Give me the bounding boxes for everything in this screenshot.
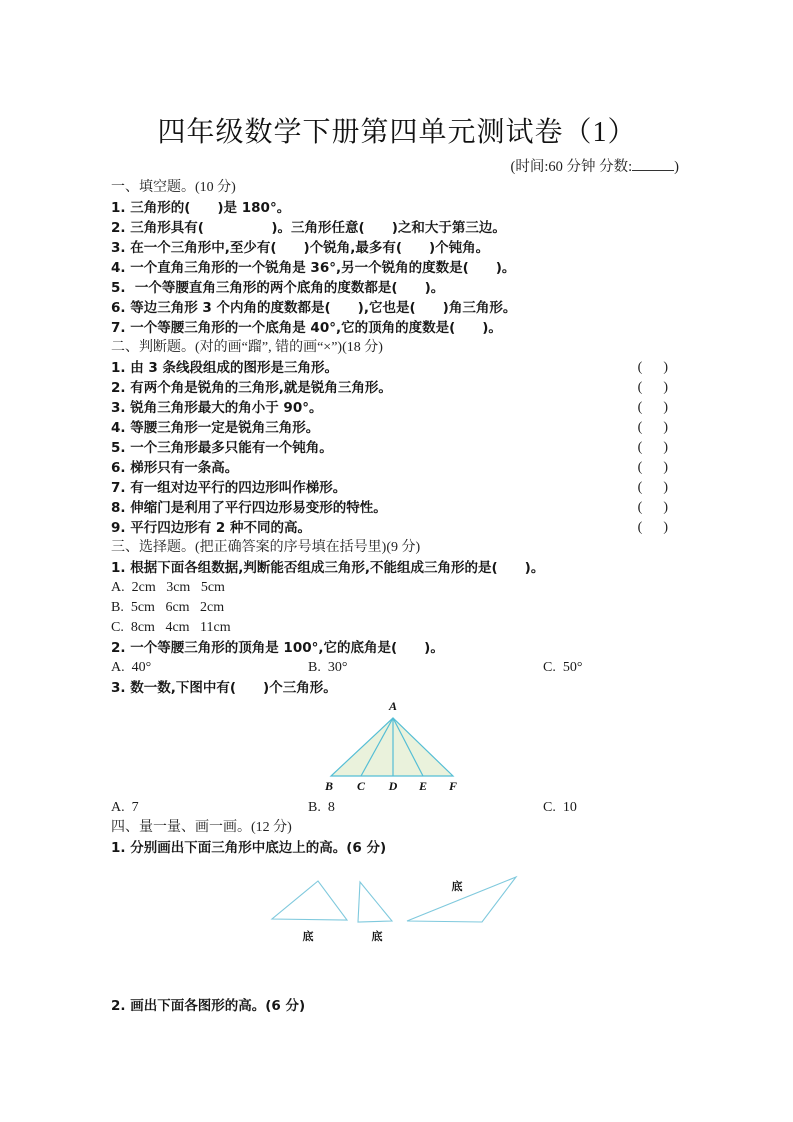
triangle-count-figure <box>323 698 683 798</box>
score-blank-line <box>632 156 674 171</box>
vertex-label-F: F <box>448 779 458 793</box>
judge-answer-blank: ( ) <box>637 360 668 375</box>
choice-q2-option-c: C. 50° <box>543 660 583 675</box>
section-heading-measure: 四、量一量、画一画。(12 分) <box>111 820 292 835</box>
test-meta <box>111 156 683 178</box>
judge-item-text: 9. 平行四边形有 2 种不同的高。 <box>111 520 312 536</box>
measure-item-1: 1. 分别画出下面三角形中底边上的高。(6 分) <box>111 840 387 856</box>
choice-q3-text: 3. 数一数,下图中有( )个三角形。 <box>111 680 337 696</box>
fill-item-3: 3. 在一个三角形中,至少有( )个锐角,最多有( )个钝角。 <box>111 240 490 256</box>
choice-q1-text: 1. 根据下面各组数据,判断能否组成三角形,不能组成三角形的是( )。 <box>111 560 545 576</box>
choice-q2-text: 2. 一个等腰三角形的顶角是 100°,它的底角是( )。 <box>111 640 444 656</box>
judge-item-text: 5. 一个三角形最多只能有一个钝角。 <box>111 440 333 456</box>
fill-item-5: 5. 一个等腰直角三角形的两个底角的度数都是( )。 <box>111 280 445 296</box>
choice-q3-option-b: B. 8 <box>308 800 335 815</box>
fill-item-1: 1. 三角形的( )是 180°。 <box>111 200 291 216</box>
judge-item-text: 3. 锐角三角形最大的角小于 90°。 <box>111 400 323 416</box>
judge-item-7 <box>111 478 683 498</box>
vertex-label-B: B <box>324 779 334 793</box>
judge-answer-blank: ( ) <box>637 420 668 435</box>
judge-answer-blank: ( ) <box>637 520 668 535</box>
fill-item-4: 4. 一个直角三角形的一个锐角是 36°,另一个锐角的度数是( )。 <box>111 260 516 276</box>
judge-item-2 <box>111 378 683 398</box>
judge-answer-blank: ( ) <box>637 480 668 495</box>
base-label-2: 底 <box>371 931 383 943</box>
judge-item-text: 8. 伸缩门是利用了平行四边形易变形的特性。 <box>111 500 387 516</box>
judge-item-1 <box>111 358 683 378</box>
judge-answer-blank: ( ) <box>637 400 668 415</box>
vertex-label-E: E <box>418 779 428 793</box>
fill-item-2: 2. 三角形具有( )。三角形任意( )之和大于第三边。 <box>111 220 506 236</box>
draw-height-svg <box>269 872 529 954</box>
judge-answer-blank: ( ) <box>637 500 668 515</box>
judge-item-text: 2. 有两个角是锐角的三角形,就是锐角三角形。 <box>111 380 392 396</box>
triangle-acute <box>272 881 347 920</box>
choice-q2-option-b: B. 30° <box>308 660 348 675</box>
choice-q2-options <box>111 658 683 678</box>
measure-item-2: 2. 画出下面各图形的高。(6 分) <box>111 998 306 1014</box>
choice-q2-option-a: A. 40° <box>111 660 152 675</box>
section-heading-choice: 三、选择题。(把正确答案的序号填在括号里)(9 分) <box>111 540 421 555</box>
meta-close-paren: ) <box>674 159 679 175</box>
base-label-3: 底 <box>451 881 463 893</box>
test-title: 四年级数学下册第四单元测试卷（1） <box>157 117 637 148</box>
draw-height-figure <box>269 872 683 954</box>
judge-item-6 <box>111 458 683 478</box>
time-score-label: (时间:60 分钟 分数: <box>510 159 633 175</box>
choice-q1-option-a: A. 2cm 3cm 5cm <box>111 580 225 595</box>
triangle-right <box>358 882 392 922</box>
judge-item-4 <box>111 418 683 438</box>
choice-q3-option-a: A. 7 <box>111 800 139 815</box>
fill-item-6: 6. 等边三角形 3 个内角的度数都是( ),它也是( )角三角形。 <box>111 300 517 316</box>
triangle-body <box>331 718 453 776</box>
judge-answer-blank: ( ) <box>637 460 668 475</box>
judge-item-5 <box>111 438 683 458</box>
fill-item-7: 7. 一个等腰三角形的一个底角是 40°,它的顶角的度数是( )。 <box>111 320 502 336</box>
base-label-1: 底 <box>302 931 314 943</box>
section-heading-fill: 一、填空题。(10 分) <box>111 180 236 195</box>
judge-item-text: 6. 梯形只有一条高。 <box>111 460 239 476</box>
judge-answer-blank: ( ) <box>637 440 668 455</box>
judge-item-text: 7. 有一组对边平行的四边形叫作梯形。 <box>111 480 347 496</box>
page-content <box>111 0 683 1016</box>
vertex-label-C: C <box>356 779 366 793</box>
choice-q1-option-b: B. 5cm 6cm 2cm <box>111 600 225 615</box>
section-heading-judge: 二、判断题。(对的画“蹓”, 错的画“×”)(18 分) <box>111 340 383 355</box>
judge-item-9 <box>111 518 683 538</box>
judge-item-text: 4. 等腰三角形一定是锐角三角形。 <box>111 420 320 436</box>
triangle-count-svg <box>323 698 463 794</box>
spacer <box>111 954 683 996</box>
choice-q3-option-c: C. 10 <box>543 800 577 815</box>
judge-item-text: 1. 由 3 条线段组成的图形是三角形。 <box>111 360 339 376</box>
judge-item-3 <box>111 398 683 418</box>
choice-q3-options <box>111 798 683 818</box>
outline-triangles <box>272 877 516 922</box>
vertex-label-A: A <box>388 699 398 713</box>
judge-answer-blank: ( ) <box>637 380 668 395</box>
choice-q1-option-c: C. 8cm 4cm 11cm <box>111 620 231 635</box>
judge-item-8 <box>111 498 683 518</box>
vertex-label-D: D <box>388 779 398 793</box>
